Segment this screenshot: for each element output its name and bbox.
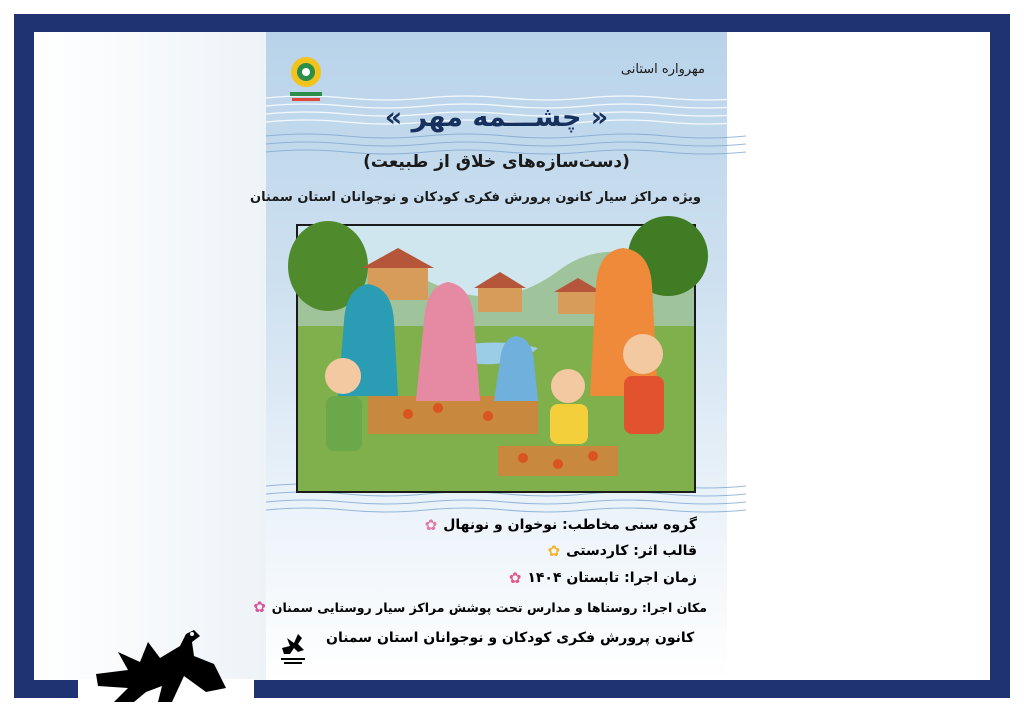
footer-organization: کانون پرورش فکری کودکان و نوجوانان استان سمنان	[326, 630, 695, 646]
poster	[250, 32, 727, 680]
festival-logo-icon	[288, 54, 324, 108]
series-label: مهرواره استانی	[620, 62, 705, 77]
info-location: مکان اجرا: روستاها و مدارس تحت پوشش مراکز سیار روستایی سمنان ✿	[253, 598, 707, 616]
kanoon-emblem-icon	[88, 612, 232, 704]
flower-icon: ✿	[508, 569, 522, 587]
kanoon-logo-icon	[278, 628, 308, 666]
info-format: قالب اثر: کاردستی ✿	[547, 542, 697, 560]
flower-icon: ✿	[253, 598, 266, 616]
poster-title: « چشـــمه مهر »	[384, 102, 609, 133]
info-age-group: گروه سنی مخاطب: نوخوان و نونهال ✿	[424, 516, 697, 534]
poster-subtitle: (دست‌سازه‌های خلاق از طبیعت)	[363, 152, 630, 172]
left-panel	[34, 32, 266, 680]
flower-icon: ✿	[424, 516, 438, 534]
target-audience: ویژه مراکز سیار کانون پرورش فکری کودکان و نوجوانان استان سمنان	[250, 190, 701, 205]
info-time: زمان اجرا: تابستان ۱۴۰۴ ✿	[508, 569, 697, 587]
flower-icon: ✿	[547, 542, 561, 560]
children-crafting-illustration	[296, 224, 696, 493]
